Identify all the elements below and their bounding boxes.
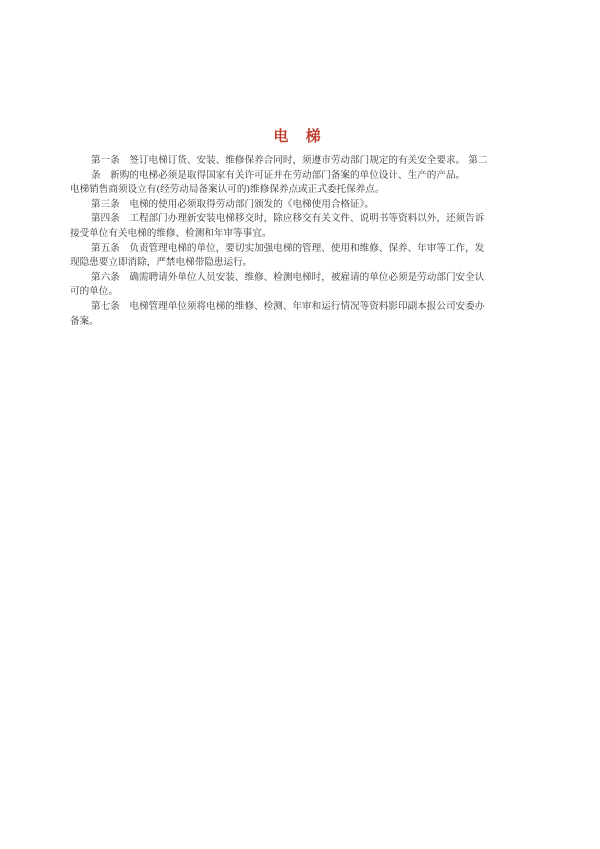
body-line-9: 第六条 确需聘请外单位人员安装、维修、检测电梯时，被雇请的单位必须是劳动部门安全认	[91, 271, 485, 283]
body-line-12: 备案。	[70, 315, 99, 327]
document-body	[70, 154, 540, 329]
body-line-11: 第七条 电梯管理单位须将电梯的维修、检测、年审和运行情况等资料影印副本报公司安委办	[91, 300, 485, 312]
document-title: 电 梯	[273, 127, 327, 145]
body-line-6: 接受单位有关电梯的维修、检测和年审等事宜。	[70, 227, 272, 239]
body-line-10: 可的单位。	[70, 286, 118, 298]
body-line-4: 第三条 电梯的使用必须取得劳动部门颁发的《电梯使用合格证》。	[91, 198, 375, 210]
body-line-3: 电梯销售商须设立有(经劳动局备案认可的)维修保养点或正式委托保养点。	[70, 184, 385, 196]
body-line-8: 现隐患要立即消除，严禁电梯带隐患运行。	[70, 257, 253, 269]
body-line-7: 第五条 负责管理电梯的单位，要切实加强电梯的管理、使用和维修、保养、年审等工作，发	[91, 242, 485, 254]
body-line-5: 第四条 工程部门办理新安装电梯移交时，除应移交有关文件、说明书等资料以外，还须告诉	[91, 213, 485, 225]
body-line-2: 条 新购的电梯必须是取得国家有关许可证并在劳动部门备案的单位设计、生产的产品。	[91, 169, 466, 181]
body-line-1: 第一条 签订电梯订货、安装、维修保养合同时，须遵市劳动部门规定的有关安全要求。 第二	[91, 155, 488, 166]
